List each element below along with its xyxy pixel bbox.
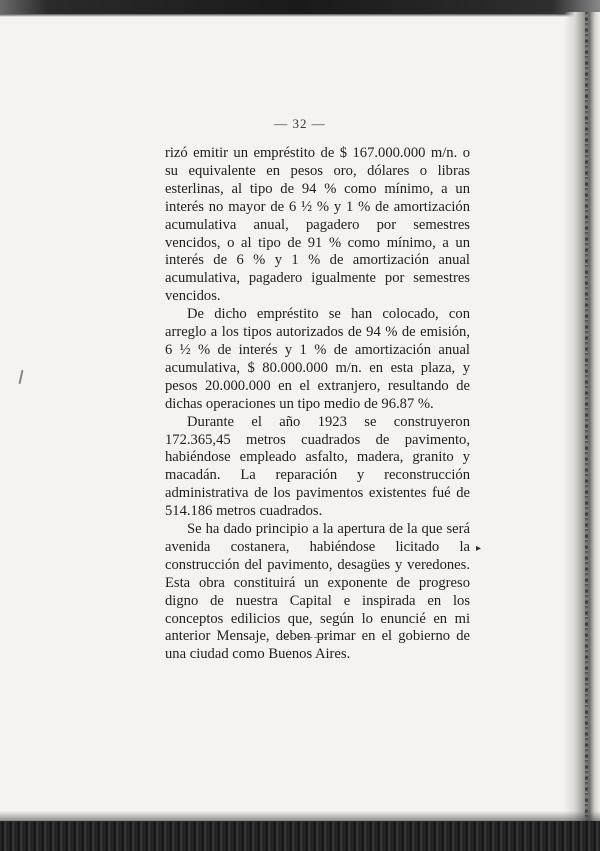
- paragraph-3: Durante el año 1923 se construyeron 172.365,45 metros cuadrados de pavimento, habiéndose empleado asfalto, madera, granito y macadán. La reparación y reconstrucción administrativa de los pavimentos existentes fué de 514.186 metros cuadrados.: [165, 413, 470, 520]
- margin-arrow-icon: ▸: [476, 543, 482, 554]
- scan-bottom-edge: [0, 821, 600, 851]
- paragraph-1: rizó emitir un empréstito de $ 167.000.000 m/n. o su equivalente en pesos oro, dólares o libras esterlinas, al tipo de 94 % como mínimo, a un interés no mayor de 6 ½ % y 1 % de amortización acumulativa anual, pagadero por semestres vencidos, o al tipo de 91 % como mínimo, a un interés de 6 % y 1 % de amortización anual acumulativa, pagadero igualmente por semestres vencidos.: [165, 145, 470, 305]
- end-rule-divider: [280, 637, 332, 638]
- body-text: [165, 145, 470, 664]
- page-number: — 32 —: [274, 116, 326, 131]
- scan-top-edge: [0, 0, 600, 14]
- paragraph-2: De dicho empréstito se han colocado, con arreglo a los tipos autorizados de 94 % de emisión, 6 ½ % de interés y 1 % de amortización anual acumulativa, $ 80.000.000 m/n. en esta plaza, y pesos 20.000.000 en el extranjero, resultando de dichas operaciones un tipo medio de 96.87 %.: [165, 306, 470, 412]
- scan-right-edge: [564, 12, 600, 824]
- stray-margin-mark: [19, 370, 24, 384]
- paragraph-4: Se ha dado principio a la apertura de la que será avenida costanera, habiéndose licitado la construcción del pavimento, desagües y veredones. Esta obra constituirá un exponente de progreso digno de nuestra Capital e inspirada en los conceptos edilicios que, según lo enuncié en mi anterior Mensaje, deben primar en el gobierno de una ciudad como Buenos Aires.: [165, 521, 470, 663]
